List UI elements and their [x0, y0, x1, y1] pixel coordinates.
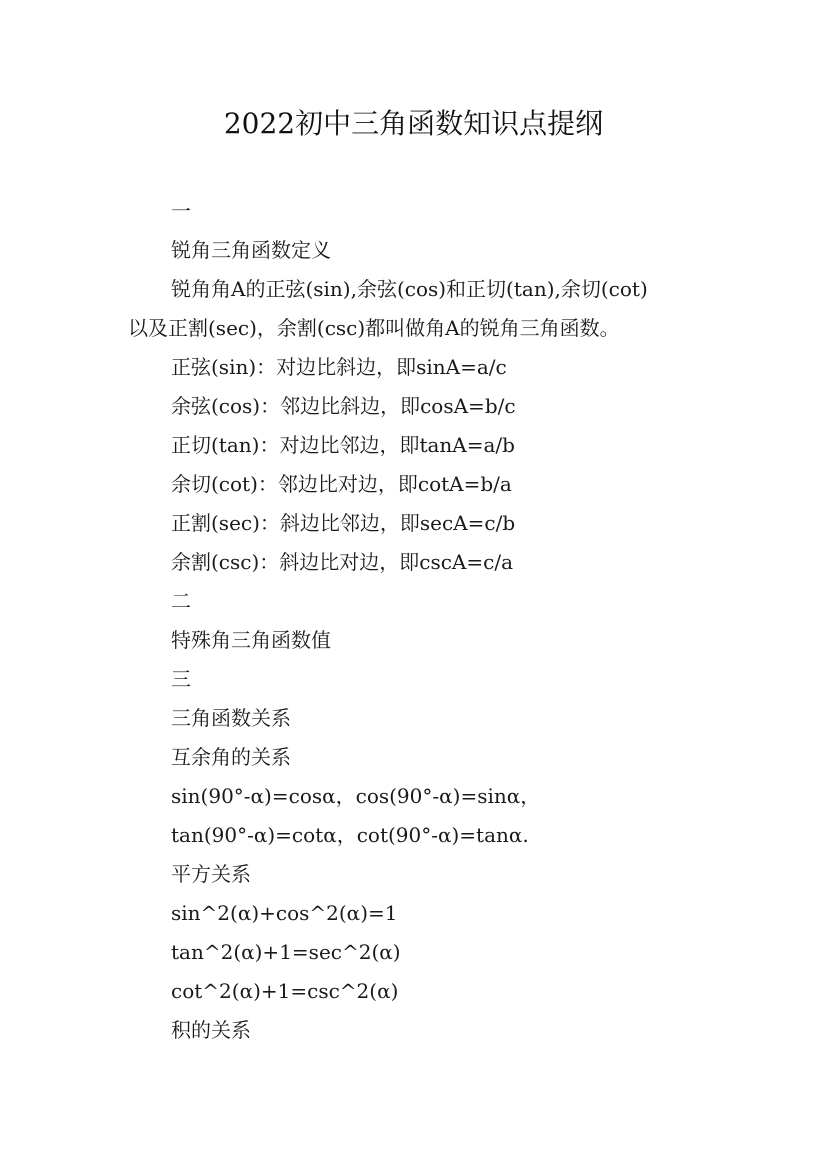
- text-line: 一: [171, 199, 191, 223]
- text-line: 余弦(cos)：邻边比斜边，即cosA=b/c: [171, 394, 516, 418]
- document-body: [0, 192, 827, 1050]
- text-line: 平方关系: [171, 862, 251, 886]
- text-line: tan^2(α)+1=sec^2(α): [171, 940, 401, 964]
- text-line: 余割(csc)：斜边比对边，即cscA=c/a: [171, 550, 514, 574]
- text-line: 以及正割(sec)，余割(csc)都叫做角A的锐角三角函数。: [128, 316, 620, 340]
- text-line: 二: [171, 589, 191, 613]
- text-line: 锐角角A的正弦(sin),余弦(cos)和正切(tan),余切(cot): [171, 277, 648, 301]
- document-title: 2022初中三角函数知识点提纲: [223, 107, 604, 140]
- text-line: sin(90°-α)=cosα，cos(90°-α)=sinα，: [171, 784, 541, 808]
- text-line: 余切(cot)：邻边比对边，即cotA=b/a: [171, 472, 512, 496]
- text-line: 三: [171, 667, 191, 691]
- text-line: 积的关系: [171, 1018, 251, 1042]
- text-line: 三角函数关系: [171, 706, 291, 730]
- text-line: tan(90°-α)=cotα，cot(90°-α)=tanα.: [171, 823, 529, 847]
- text-line: 特殊角三角函数值: [171, 628, 331, 652]
- text-line: 正割(sec)：斜边比邻边，即secA=c/b: [171, 511, 516, 535]
- text-line: 正弦(sin)：对边比斜边，即sinA=a/c: [171, 355, 507, 379]
- text-line: 锐角三角函数定义: [171, 238, 331, 262]
- text-line: 互余角的关系: [171, 745, 291, 769]
- text-line: sin^2(α)+cos^2(α)=1: [171, 901, 398, 925]
- text-line: cot^2(α)+1=csc^2(α): [171, 979, 399, 1003]
- text-line: 正切(tan)：对边比邻边，即tanA=a/b: [171, 433, 515, 457]
